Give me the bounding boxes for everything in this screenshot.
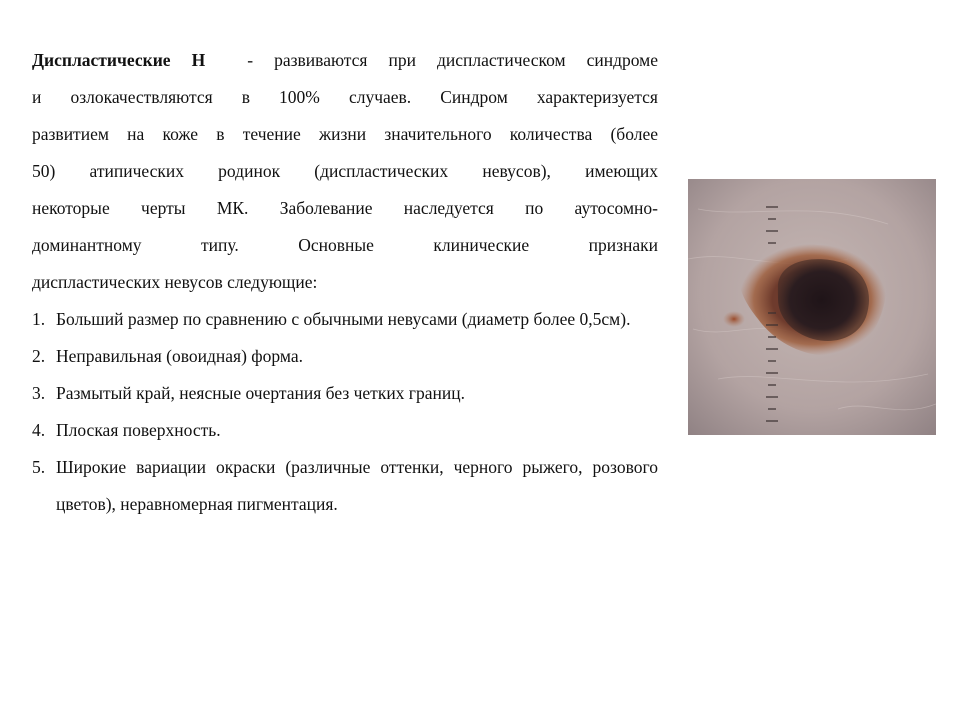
intro-line-1: - развиваются при диспластическом синдроме (247, 50, 659, 70)
intro-term: Диспластические Н (32, 50, 206, 70)
list-text: Широкие вариации окраски (различные оттенки, черного рыжего, розового цветов), неравномерная пигментация. (56, 457, 658, 514)
intro-line: некоторые черты МК. Заболевание наследуется по аутосомно- (32, 198, 658, 218)
dysplastic-nevus-photo (688, 179, 936, 435)
intro-line: 50) атипических родинок (диспластических невусов), имеющих (32, 161, 658, 181)
list-number: 3. (32, 383, 46, 403)
list-number: 1. (32, 309, 46, 329)
list-number: 2. (32, 346, 46, 366)
nevus-illustration (688, 179, 936, 435)
list-item (32, 375, 658, 412)
features-list (32, 301, 658, 523)
intro-line: развитием на коже в течение жизни значительного количества (более (32, 124, 658, 144)
list-text: Плоская поверхность. (56, 420, 221, 440)
text-block (32, 42, 658, 523)
intro-line: и озлокачествляются в 100% случаев. Синдром характеризуется (32, 87, 658, 107)
list-text: Больший размер по сравнению с обычными невусами (диаметр более 0,5см). (56, 309, 631, 329)
intro-line: диспластических невусов следующие: (32, 272, 318, 292)
list-number: 4. (32, 420, 46, 440)
intro-line: доминантному типу. Основные клинические признаки (32, 235, 658, 255)
intro-paragraph (32, 42, 658, 79)
list-item (32, 449, 658, 523)
list-number: 5. (32, 457, 46, 477)
list-text: Неправильная (овоидная) форма. (56, 346, 303, 366)
list-text: Размытый край, неясные очертания без четких границ. (56, 383, 465, 403)
list-item (32, 412, 658, 449)
list-item (32, 338, 658, 375)
list-item (32, 301, 658, 338)
